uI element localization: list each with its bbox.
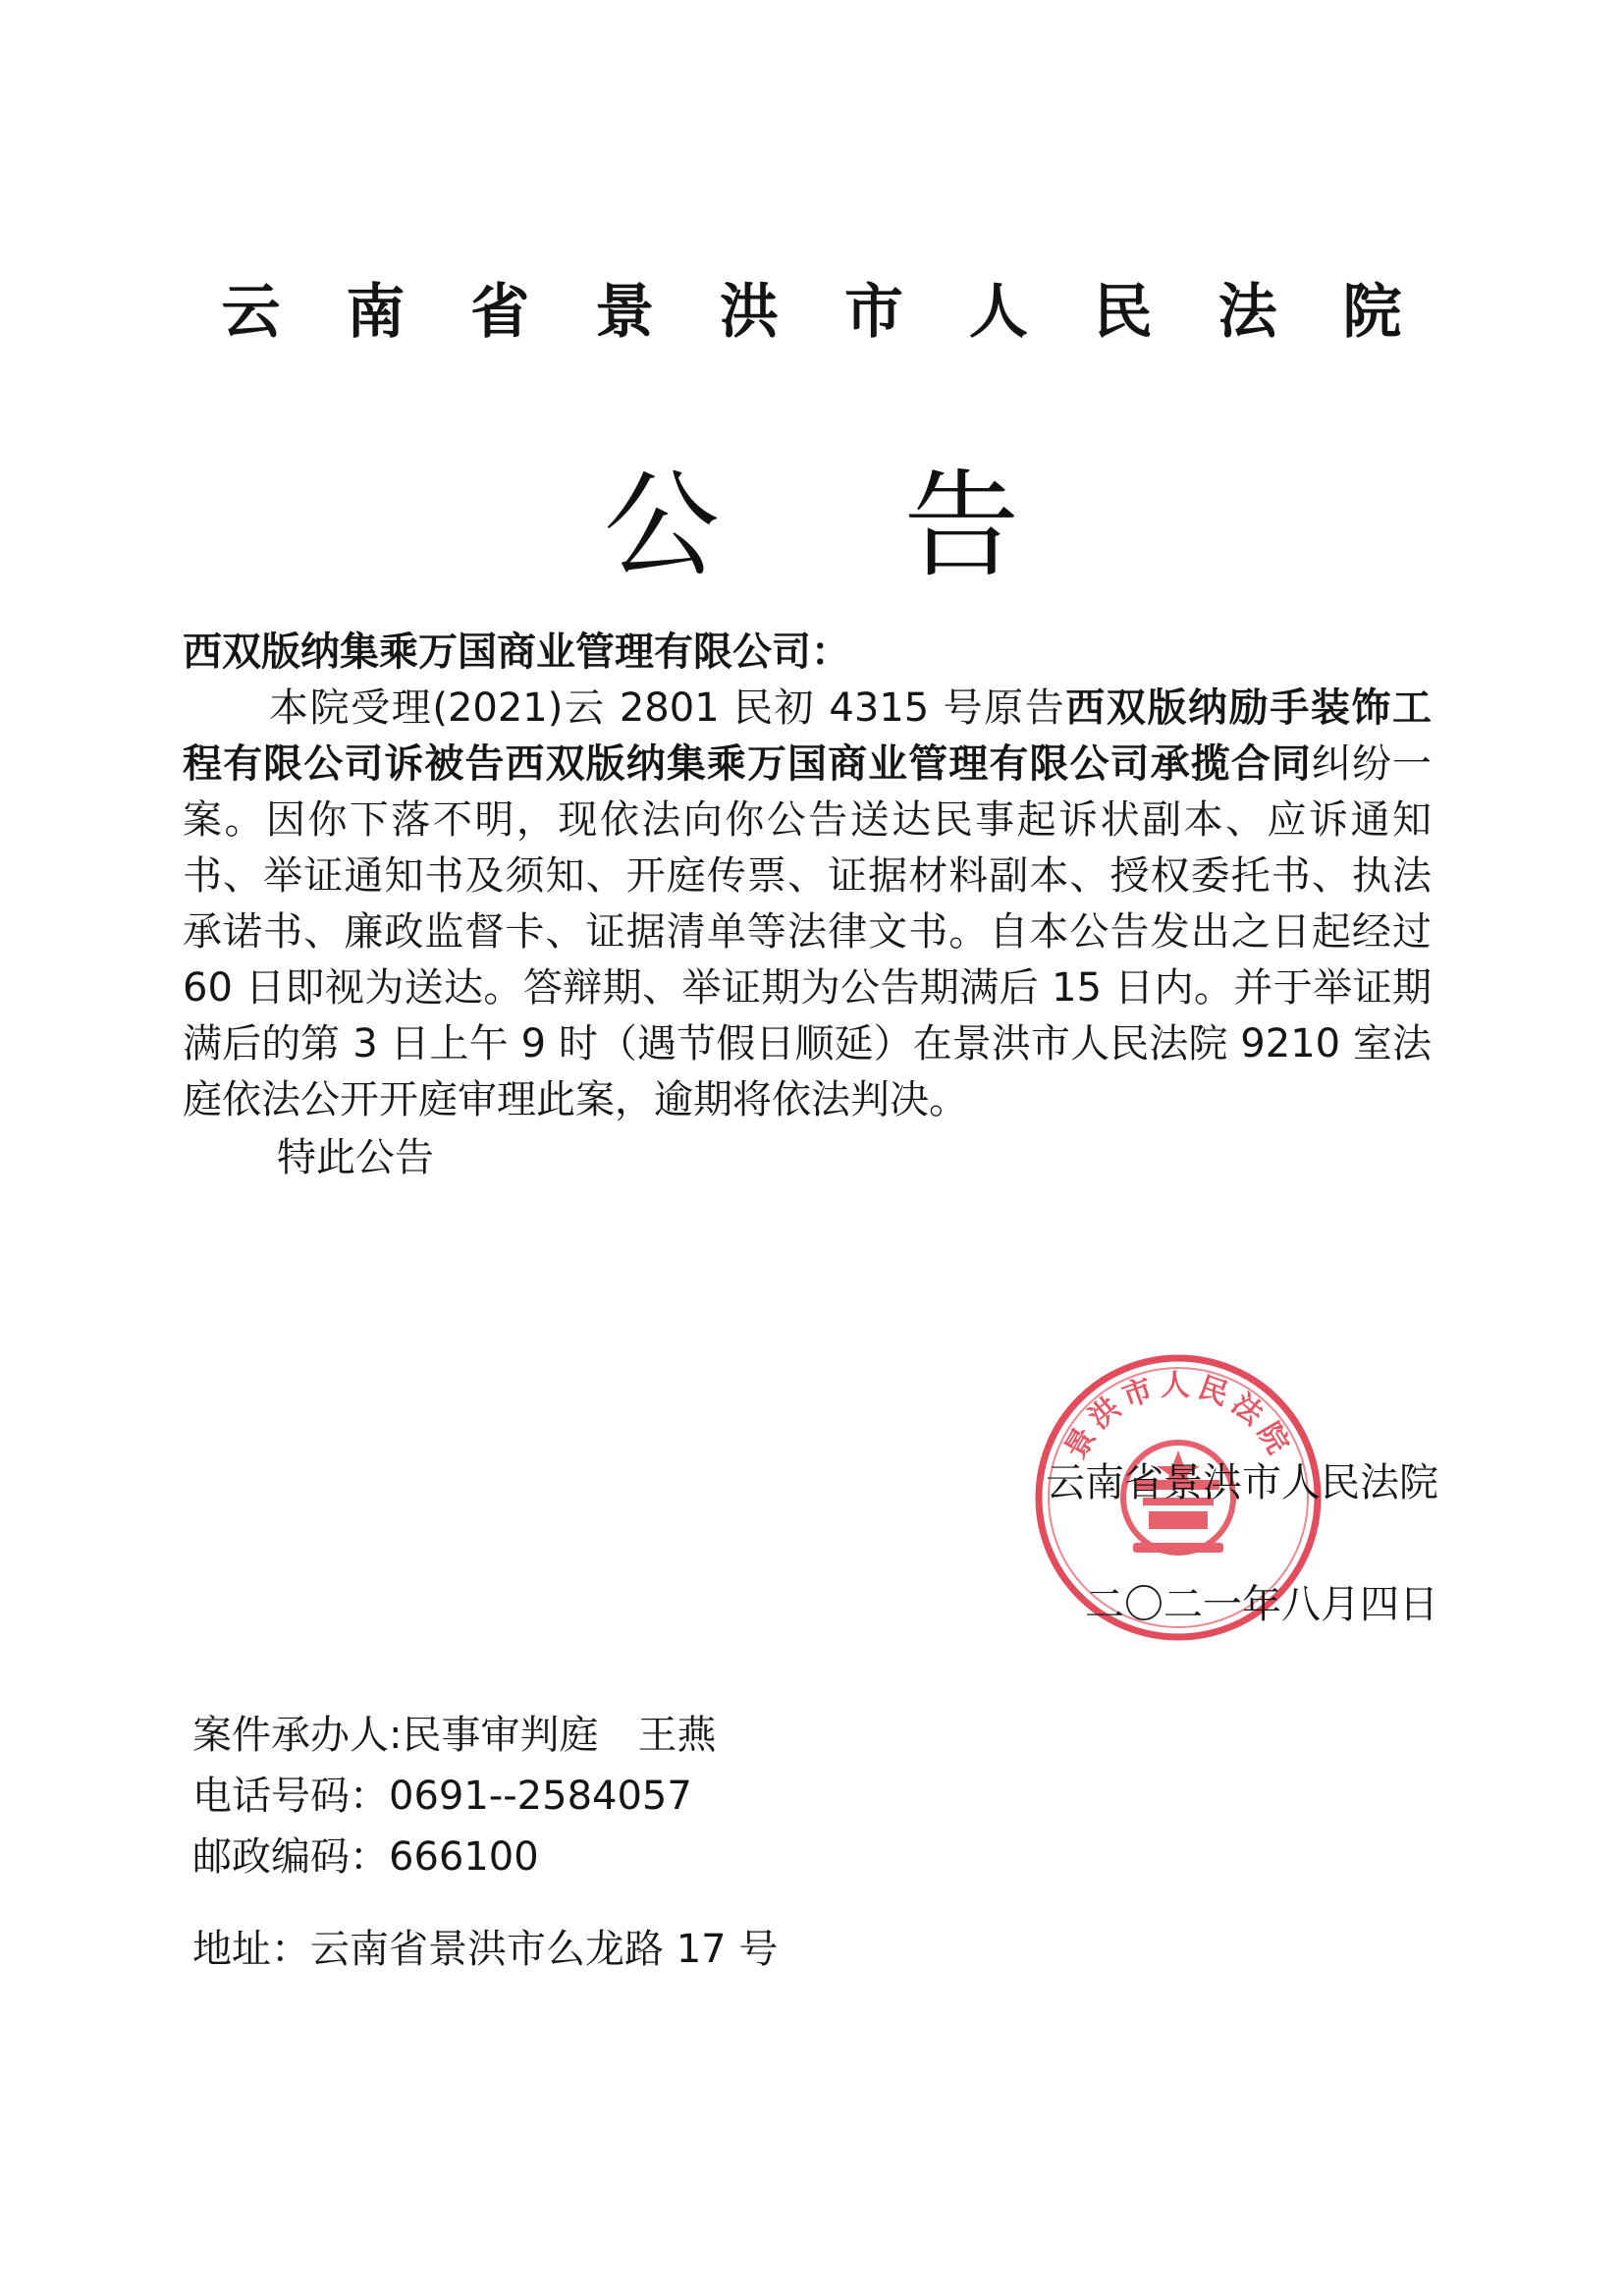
address-row bbox=[192, 1919, 778, 1980]
case-cause: 承揽合同 bbox=[1150, 741, 1312, 787]
case-handler-label: 案件承办人: bbox=[192, 1713, 403, 1758]
address-label: 地址： bbox=[192, 1927, 310, 1972]
postcode-value: 666100 bbox=[389, 1834, 539, 1880]
case-handler-value: 民事审判庭 王燕 bbox=[402, 1713, 717, 1758]
defendant-name: 西双版纳集乘万国商业管理有限公司 bbox=[505, 741, 1151, 787]
signing-court: 云南省景洪市人民法院 bbox=[1046, 1460, 1438, 1505]
notice-title: 公 告 bbox=[603, 458, 1020, 593]
phone-row bbox=[192, 1766, 778, 1827]
signing-date: 二〇二一年八月四日 bbox=[1085, 1582, 1438, 1627]
plaintiff-name: 西双版纳励手装饰工程有限公司 bbox=[183, 685, 1433, 787]
seal-arc-text: 景洪市人民法院 bbox=[1057, 1368, 1299, 1465]
postcode-label: 邮政编码： bbox=[192, 1834, 389, 1880]
court-name-heading: 云 南 省 景 洪 市 人 民 法 院 bbox=[221, 278, 1402, 347]
notice-paragraph bbox=[183, 681, 1432, 1128]
postcode-row bbox=[192, 1827, 778, 1887]
paragraph-connector: 诉被告 bbox=[384, 741, 506, 787]
closing-phrase: 特此公告 bbox=[277, 1135, 434, 1180]
paragraph-rest: 纠纷一案。因你下落不明，现依法向你公告送达民事起诉状副本、应诉通知书、举证通知书及须知、开庭传票、证据材料副本、授权委托书、执法承诺书、廉政监督卡、证据清单等法律文书。自本公告发出之日起经过 60 日即视为送达。答辩期、举证期为公告期满后 15 日内。并于举证期满后的第 3 日上午 9 时（遇节假日顺延）在景洪市人民法院 9210 室法庭依法公开开庭审理此案，逾期将依法判决。 bbox=[183, 741, 1433, 1122]
paragraph-intro: 本院受理(2021)云 2801 民初 4315 号原告 bbox=[269, 685, 1066, 731]
address-value: 云南省景洪市么龙路 17 号 bbox=[310, 1927, 779, 1972]
case-handler-row bbox=[192, 1705, 778, 1766]
phone-value: 0691--2584057 bbox=[389, 1774, 692, 1819]
addressee: 西双版纳集乘万国商业管理有限公司： bbox=[183, 629, 850, 675]
notice-body bbox=[183, 625, 1432, 1186]
phone-label: 电话号码： bbox=[192, 1774, 389, 1819]
contact-info bbox=[192, 1705, 778, 1980]
